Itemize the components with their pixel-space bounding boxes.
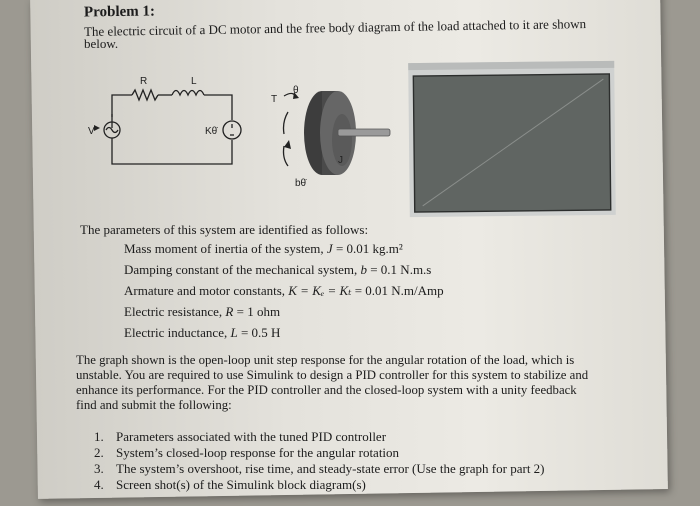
task-paragraph-line: unstable. You are required to use Simulink to design a PID controller for this system to stabilize and [76,368,589,382]
torque-arc [284,112,289,134]
parameter-label: Damping constant of the mechanical system, [124,262,358,277]
parameter-symbol: L [230,325,238,340]
list-item [94,429,386,445]
parameter-symbol: J [326,241,333,256]
list-text: System’s closed-loop response for the angular rotation [116,445,400,460]
motor-shaft [338,129,390,136]
circuit-wire-top-right [204,95,232,120]
damping-label: bθ̇ [295,178,307,189]
back-emf-source-symbol [223,121,241,139]
voltage-label: V [88,126,95,137]
list-text: Parameters associated with the tuned PID controller [116,429,387,444]
load-free-body-diagram [284,91,391,175]
list-number: 2. [94,445,104,460]
torque-label: T [271,94,278,105]
problem-intro-line-1: The electric circuit of a DC motor and the free body diagram of the load attached to it are shown [83,16,587,39]
back-emf-label: Kθ̇ [205,126,218,137]
inductor-label: L [191,76,197,87]
source-polarity-marker [94,125,100,131]
damping-arrowhead [284,140,291,149]
parameter-value: = 0.5 H [240,325,281,340]
task-paragraph-line: find and submit the following: [76,398,232,412]
parameter-value: = 0.1 N.m.s [370,262,432,277]
list-number: 3. [94,461,104,476]
parameter-label: Mass moment of inertia of the system, [124,241,324,256]
parameter-motor-constants [124,283,444,299]
task-paragraph-line: enhance its performance. For the PID controller and the closed-loop system with a unity feedback [76,383,577,397]
list-text: Screen shot(s) of the Simulink block diagram(s) [116,477,366,492]
voltage-source-wave [106,128,118,133]
parameter-damping [124,262,431,278]
parameter-inertia [124,241,403,257]
parameter-label: Armature and motor constants, [124,283,286,298]
dc-motor-circuit [104,90,241,164]
problem-title: Problem 1: [83,3,156,21]
list-item [94,445,399,461]
parameter-label: Electric inductance, [124,325,228,340]
inertia-label: J [338,155,343,166]
parameter-value: = 1 ohm [236,304,281,319]
theta-label: θ [293,85,299,96]
list-number: 4. [94,477,104,492]
parameter-label: Electric resistance, [124,304,223,319]
list-item [94,477,366,493]
step-response-graph [408,61,616,217]
resistor-symbol [132,90,158,100]
parameter-resistance [124,304,280,320]
parameters-intro: The parameters of this system are identified as follows: [80,222,369,237]
list-item [94,461,545,477]
resistor-label: R [140,76,148,87]
list-number: 1. [94,429,104,444]
list-text: The system’s overshoot, rise time, and steady-state error (Use the graph for part 2) [116,461,545,476]
circuit-wire-bottom [112,138,232,164]
damping-arc [284,146,289,166]
inductor-symbol [172,91,204,96]
parameter-value: = 0.01 kg.m² [335,241,403,256]
parameter-symbol: b [360,262,367,277]
task-paragraph-line: The graph shown is the open-loop unit step response for the angular rotation of the load, which is [76,353,575,367]
problem-intro-line-2: below. [84,36,119,51]
parameter-value: = 0.01 N.m/Amp [354,283,444,298]
parameter-inductance [124,325,280,341]
parameter-symbol: R [225,304,234,319]
parameter-symbol: K = Kₑ = Kₜ [288,283,352,298]
